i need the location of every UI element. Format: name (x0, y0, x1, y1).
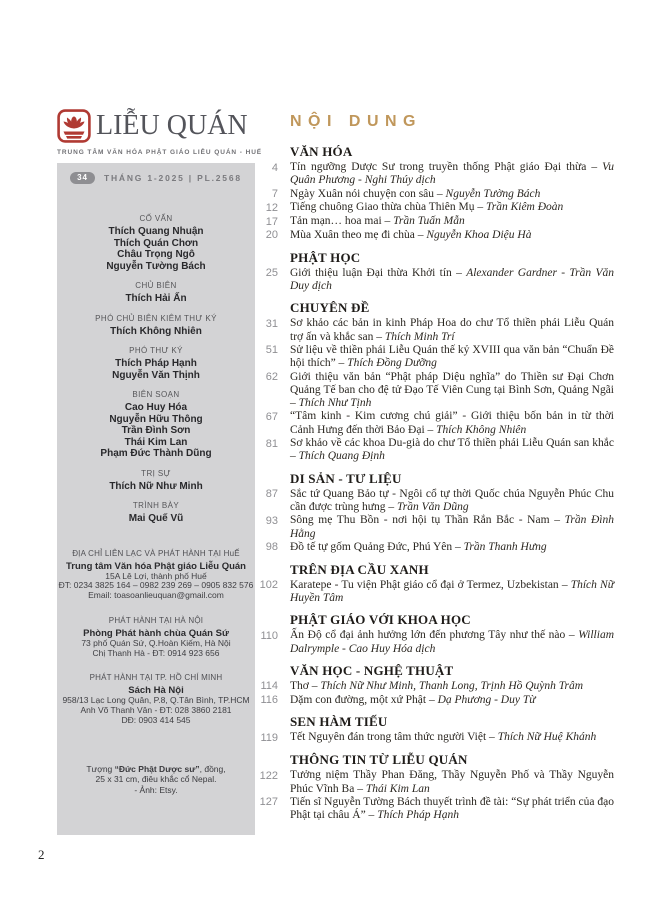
toc-section-title: CHUYÊN ĐỀ (290, 300, 370, 316)
contact-name: Trung tâm Văn hóa Phật giáo Liễu Quán (66, 560, 246, 572)
toc-entry (250, 488, 614, 515)
toc-entry-text (290, 579, 614, 606)
group-names (57, 513, 255, 525)
toc-entry-page: 4 (271, 161, 278, 174)
toc-entry-text (290, 317, 614, 344)
toc-section-title: VĂN HÓA (290, 144, 353, 159)
editorial-group (57, 281, 255, 305)
person-name: Nguyễn Văn Thịnh (112, 369, 200, 381)
editorial-group (57, 346, 255, 381)
table-of-contents (250, 112, 614, 822)
toc-entry-text (290, 796, 614, 823)
issue-number-badge: 34 (70, 172, 95, 184)
magazine-tagline: TRUNG TÂM VĂN HÓA PHẬT GIÁO LIỄU QUÁN - HUẾ (57, 149, 263, 156)
toc-entry-text (290, 215, 614, 228)
toc-entry-title: Sông mẹ Thu Bồn - nơi hội tụ Thần Rắn Bắc - Nam – (290, 514, 565, 527)
toc-section-title: DI SẢN - TƯ LIỆU (290, 470, 402, 486)
group-label: BIÊN SOẠN (132, 390, 180, 399)
group-label: TRỊ SỰ (141, 468, 171, 478)
page-number: 2 (38, 847, 45, 862)
toc-entry-text (290, 769, 614, 796)
toc-entry-title: Tết Nguyên đán trong tâm thức người Việt – (290, 731, 498, 744)
toc-entry (250, 161, 614, 188)
person-name: Thích Pháp Hạnh (115, 358, 197, 369)
person-name: Thích Quán Chơn (113, 237, 199, 249)
toc-section-title: SEN HÀM TIẾU (290, 714, 388, 730)
magazine-title: LIỄU QUÁN (96, 110, 248, 141)
sidebar (57, 163, 255, 835)
person-name: Nguyễn Hữu Thông (109, 413, 203, 425)
toc-entry (250, 215, 614, 229)
toc-section-title: VĂN HỌC - NGHỆ THUẬT (290, 662, 454, 678)
toc-section (250, 752, 614, 822)
toc-entry-title: Sắc tứ Quang Bảo tự - Ngôi cổ tự thời Quốc chúa Nguyễn Phúc Chu cần được trùng hưng – (290, 487, 614, 513)
editorial-group (57, 469, 255, 493)
contact-line: 73 phố Quán Sứ, Q.Hoàn Kiếm, Hà Nội (81, 637, 231, 648)
toc-entry (250, 731, 614, 745)
toc-entry-title: Giới thiệu luận Đại thừa Khởi tín – (290, 266, 467, 279)
toc-heading: NỘI DUNG (290, 113, 422, 130)
toc-entry-text (290, 201, 614, 214)
toc-entry-title: Tiếng chuông Giao thừa chùa Thiên Mụ – (290, 201, 486, 214)
toc-entry-author: Thích Nữ Huyền Tâm (290, 578, 615, 604)
toc-entry-author: Trần Tuấn Mẫn (393, 215, 465, 228)
toc-sections (250, 144, 614, 822)
toc-section (250, 250, 614, 294)
group-names (57, 226, 255, 272)
toc-entry-page: 110 (260, 629, 278, 642)
toc-entry-title: Giới thiệu văn bản “Phật pháp Diệu nghĩa” do Thiền sư Đại Chơn Quảng Tế ban cho đệ tử Đạo Tế Viên Cung tại Bình Sơn, Quảng Ngãi – (290, 370, 614, 410)
toc-entry-text (290, 344, 614, 371)
toc-entry-title: Tưởng niệm Thầy Phan Đăng, Thầy Nguyễn Phố và Thầy Nguyễn Phúc Vĩnh Ba – (290, 769, 614, 795)
toc-entry-author: Thích Như Tịnh (298, 397, 372, 410)
toc-entry-text (290, 188, 614, 201)
sidebar-groups (57, 214, 255, 525)
toc-entry-page: 122 (259, 769, 278, 782)
toc-entry-author: Thích Minh Trí (384, 330, 455, 343)
group-label: PHÓ CHỦ BIÊN KIÊM THƯ KÝ (95, 313, 217, 323)
toc-entry-page: 20 (265, 229, 278, 242)
toc-section (250, 471, 614, 555)
issue-row (57, 172, 255, 184)
toc-entry-text (290, 229, 614, 242)
toc-entry-page: 31 (265, 317, 278, 330)
toc-entry-author: Thích Quang Định (298, 450, 385, 463)
toc-entries (250, 267, 614, 294)
group-label: CHỦ BIÊN (135, 281, 177, 290)
toc-section-title: THÔNG TIN TỪ LIỄU QUÁN (290, 752, 468, 768)
toc-section (250, 144, 614, 243)
person-name: Thích Hải Ấn (125, 293, 187, 304)
editorial-group (57, 214, 255, 272)
group-label: CỐ VẤN (139, 214, 173, 223)
toc-entry-text (290, 410, 614, 437)
contact-line: 15A Lê Lợi, thành phố Huế (105, 570, 207, 581)
toc-entry-text (290, 267, 614, 294)
toc-entry (250, 371, 614, 411)
toc-entry (250, 201, 614, 215)
toc-entry (250, 188, 614, 202)
toc-entry-author: Alexander Gardner - Trần Văn Duy dịch (290, 266, 614, 293)
person-name: Phạm Đức Thành Dũng (100, 448, 212, 459)
toc-entry-author: Dạ Phương - Duy Từ (437, 693, 536, 706)
toc-entry-author: Nguyễn Khoa Diệu Hà (426, 228, 532, 241)
editorial-group (57, 390, 255, 460)
toc-entry (250, 579, 614, 606)
toc-entry (250, 437, 614, 464)
contact-lines (57, 696, 255, 725)
toc-entry (250, 317, 614, 344)
toc-entry-author: Thích Đồng Dưỡng (347, 357, 437, 370)
toc-entries (250, 629, 614, 656)
caption-line-2: 25 x 31 cm, điêu khắc cổ Nepal. (95, 774, 217, 785)
toc-entries (250, 680, 614, 708)
toc-entry (250, 680, 614, 694)
toc-entry (250, 694, 614, 708)
toc-entry-author: Thích Pháp Hạnh (377, 809, 459, 822)
toc-entry-title: Sơ khảo về các khoa Du-già do chư Tổ thiền phái Liễu Quán san khắc – (290, 437, 614, 463)
sidebar-contacts (57, 549, 255, 726)
issue-info: THÁNG 1-2025 | PL.2568 (104, 173, 242, 183)
person-name: Thích Quang Nhuận (108, 226, 204, 237)
logo (57, 108, 255, 144)
person-name: Nguyễn Tường Bách (106, 260, 206, 272)
contact-name: Sách Hà Nội (128, 685, 184, 697)
toc-entry-page: 102 (259, 579, 278, 592)
person-name: Thích Nữ Như Minh (109, 480, 203, 492)
toc-entry-page: 127 (259, 796, 278, 809)
toc-entry-title: Sử liệu về thiền phái Liễu Quán thế kỷ XVIII qua văn bản “Chuẩn Đề hội thích” – (290, 343, 614, 370)
toc-entry-page: 25 (265, 267, 278, 280)
contact-label: PHÁT HÀNH TẠI TP. HỒ CHÍ MINH (89, 673, 223, 683)
group-label: PHÓ THƯ KÝ (129, 346, 183, 355)
toc-entry-page: 51 (265, 344, 278, 357)
toc-entry-title: Tín ngưỡng Dược Sư trong truyền thống Phật giáo Đại thừa – (290, 161, 603, 173)
toc-section (250, 300, 614, 463)
person-name: Châu Trọng Ngô (117, 249, 195, 260)
toc-entry-text (290, 371, 614, 411)
toc-entry-page: 114 (260, 680, 278, 693)
toc-entry-title: Tản mạn… hoa mai – (290, 215, 394, 228)
person-name: Trần Đình Sơn (121, 425, 191, 436)
toc-section (250, 663, 614, 708)
toc-section-title: PHẬT GIÁO VỚI KHOA HỌC (290, 612, 471, 628)
toc-entry (250, 514, 614, 541)
toc-entry-title: Ngày Xuân nói chuyện con sâu – (290, 187, 446, 200)
toc-entry (250, 410, 614, 437)
toc-entry-text (290, 629, 614, 656)
contact-lines (57, 572, 255, 601)
contact-block (57, 616, 255, 659)
caption-line-3: - Ảnh: Etsy. (134, 784, 178, 795)
toc-entries (250, 579, 614, 606)
toc-entry-title: Sơ khảo các bản in kinh Pháp Hoa do chư Tổ thiền phái Liễu Quán trợ ấn và khắc san – (290, 317, 614, 343)
toc-entries (250, 317, 614, 463)
toc-entry-title: Thơ – (290, 679, 321, 692)
toc-entries (250, 488, 614, 555)
cover-image-caption (57, 764, 255, 796)
toc-entry-text (290, 488, 614, 515)
toc-section-title: PHẬT HỌC (290, 249, 361, 265)
toc-entry-title: Tiến sĩ Nguyễn Tường Bách thuyết trình đề tài: “Sự phát triển của đạo Phật tại châu Á” – (290, 795, 614, 822)
person-name: Cao Huy Hóa (124, 402, 188, 413)
caption-line-1: Tượng “Đức Phật Dược sư”, đồng, (86, 763, 226, 774)
contact-name: Phòng Phát hành chùa Quán Sứ (83, 627, 229, 639)
editorial-group (57, 314, 255, 338)
toc-entry-author: Thích Nữ Huệ Khánh (497, 731, 597, 744)
toc-entry-author: Trần Văn Dũng (397, 500, 469, 513)
person-name: Mai Quế Vũ (128, 513, 184, 524)
toc-entry-title: Karatepe - Tu viện Phật giáo cổ đại ở Termez, Uzbekistan – (290, 578, 571, 591)
person-name: Thái Kim Lan (124, 436, 188, 448)
toc-entry-title: Dặm con đường, một xứ Phật – (290, 693, 438, 706)
toc-entry (250, 769, 614, 796)
toc-entry-page: 67 (265, 410, 278, 423)
contact-block (57, 673, 255, 725)
toc-entry-title: “Tâm kinh - Kim cương chú giải” - Giới thiệu bốn bản in từ thời Cảnh Hưng đến thời Bảo Đại – (290, 410, 614, 436)
toc-entries (250, 769, 614, 822)
contact-lines (57, 639, 255, 659)
toc-entry-page: 17 (265, 215, 278, 228)
group-names (57, 402, 255, 460)
toc-entry-title: Mùa Xuân theo mẹ đi chùa – (290, 228, 427, 241)
toc-entry-author: Thích Không Nhiên (436, 423, 527, 436)
toc-entry-text (290, 680, 614, 693)
contact-line: DĐ: 0903 414 545 (121, 715, 191, 726)
toc-entry-author: Trần Đình Hằng (290, 514, 615, 540)
group-names (57, 293, 255, 305)
toc-entry (250, 344, 614, 371)
toc-entry-text (290, 514, 614, 541)
contact-label: PHÁT HÀNH TẠI HÀ NỘI (108, 615, 204, 625)
toc-entry-author: Thích Nữ Như Minh, Thanh Long, Trịnh Hồ Quỳnh Trâm (320, 679, 584, 692)
toc-entry-author: Vu Quân Phương - Nghi Thúy dịch (290, 161, 614, 187)
toc-entry-page: 62 (265, 371, 278, 384)
toc-entry-page: 87 (265, 488, 278, 501)
contact-line: Chị Thanh Hà - ĐT: 0914 923 656 (92, 647, 220, 658)
toc-entry (250, 629, 614, 656)
toc-entry-author: Thái Kim Lan (365, 782, 430, 795)
contact-block (57, 549, 255, 601)
toc-section (250, 612, 614, 656)
toc-entry-text (290, 437, 614, 464)
toc-entries (250, 731, 614, 745)
toc-entry-author: William Dalrymple - Cao Huy Hóa dịch (290, 629, 614, 655)
toc-entry-text (290, 161, 614, 188)
group-names (57, 481, 255, 493)
contact-line: 958/13 Lạc Long Quân, P.8, Q.Tân Bình, TP.HCM (62, 695, 250, 706)
toc-entry (250, 229, 614, 243)
toc-section-title: TRÊN ĐỊA CẦU XANH (290, 561, 429, 577)
toc-entries (250, 161, 614, 243)
contact-line: ĐT: 0234 3825 164 – 0982 239 269 – 0905 832 576 (58, 580, 254, 591)
masthead (57, 108, 263, 156)
toc-entry-page: 98 (265, 541, 278, 554)
toc-section (250, 714, 614, 745)
toc-entry-text (290, 731, 614, 744)
editorial-group (57, 501, 255, 525)
contact-line: Email: toasoanlieuquan@gmail.com (88, 590, 224, 601)
toc-entry-author: Trần Kiêm Đoàn (485, 201, 564, 214)
contact-label: ĐỊA CHỈ LIÊN LẠC VÀ PHÁT HÀNH TẠI HuẾ (72, 548, 240, 558)
toc-section (250, 562, 614, 606)
group-label: TRÌNH BÀY (132, 501, 180, 510)
toc-entry-text (290, 694, 614, 707)
group-names (57, 326, 255, 338)
caption-artifact-name: “Đức Phật Dược sư” (114, 763, 200, 774)
toc-entry-title: Ấn Độ cổ đại ảnh hưởng lớn đến phương Tây như thế nào – (290, 629, 579, 642)
lotus-seal-icon (57, 109, 91, 143)
toc-entry-text (290, 541, 614, 554)
person-name: Thích Không Nhiên (110, 325, 202, 337)
toc-entry-page: 7 (271, 188, 278, 201)
group-names (57, 358, 255, 381)
toc-entry (250, 541, 614, 555)
toc-entry-author: Nguyễn Tường Bách (445, 187, 541, 200)
toc-entry-page: 119 (260, 731, 278, 744)
toc-entry-page: 12 (265, 201, 278, 214)
toc-entry-author: Trần Thanh Hưng (463, 540, 547, 553)
toc-entry-page: 93 (265, 514, 278, 527)
contact-line: Anh Võ Thanh Vân - ĐT: 028 3860 2181 (80, 705, 232, 716)
toc-entry (250, 267, 614, 294)
toc-entry-title: Đồ tế tự gốm Quảng Đức, Phú Yên – (290, 540, 464, 553)
toc-entry (250, 796, 614, 823)
toc-entry-page: 81 (265, 437, 278, 450)
toc-entry-page: 116 (260, 694, 278, 707)
